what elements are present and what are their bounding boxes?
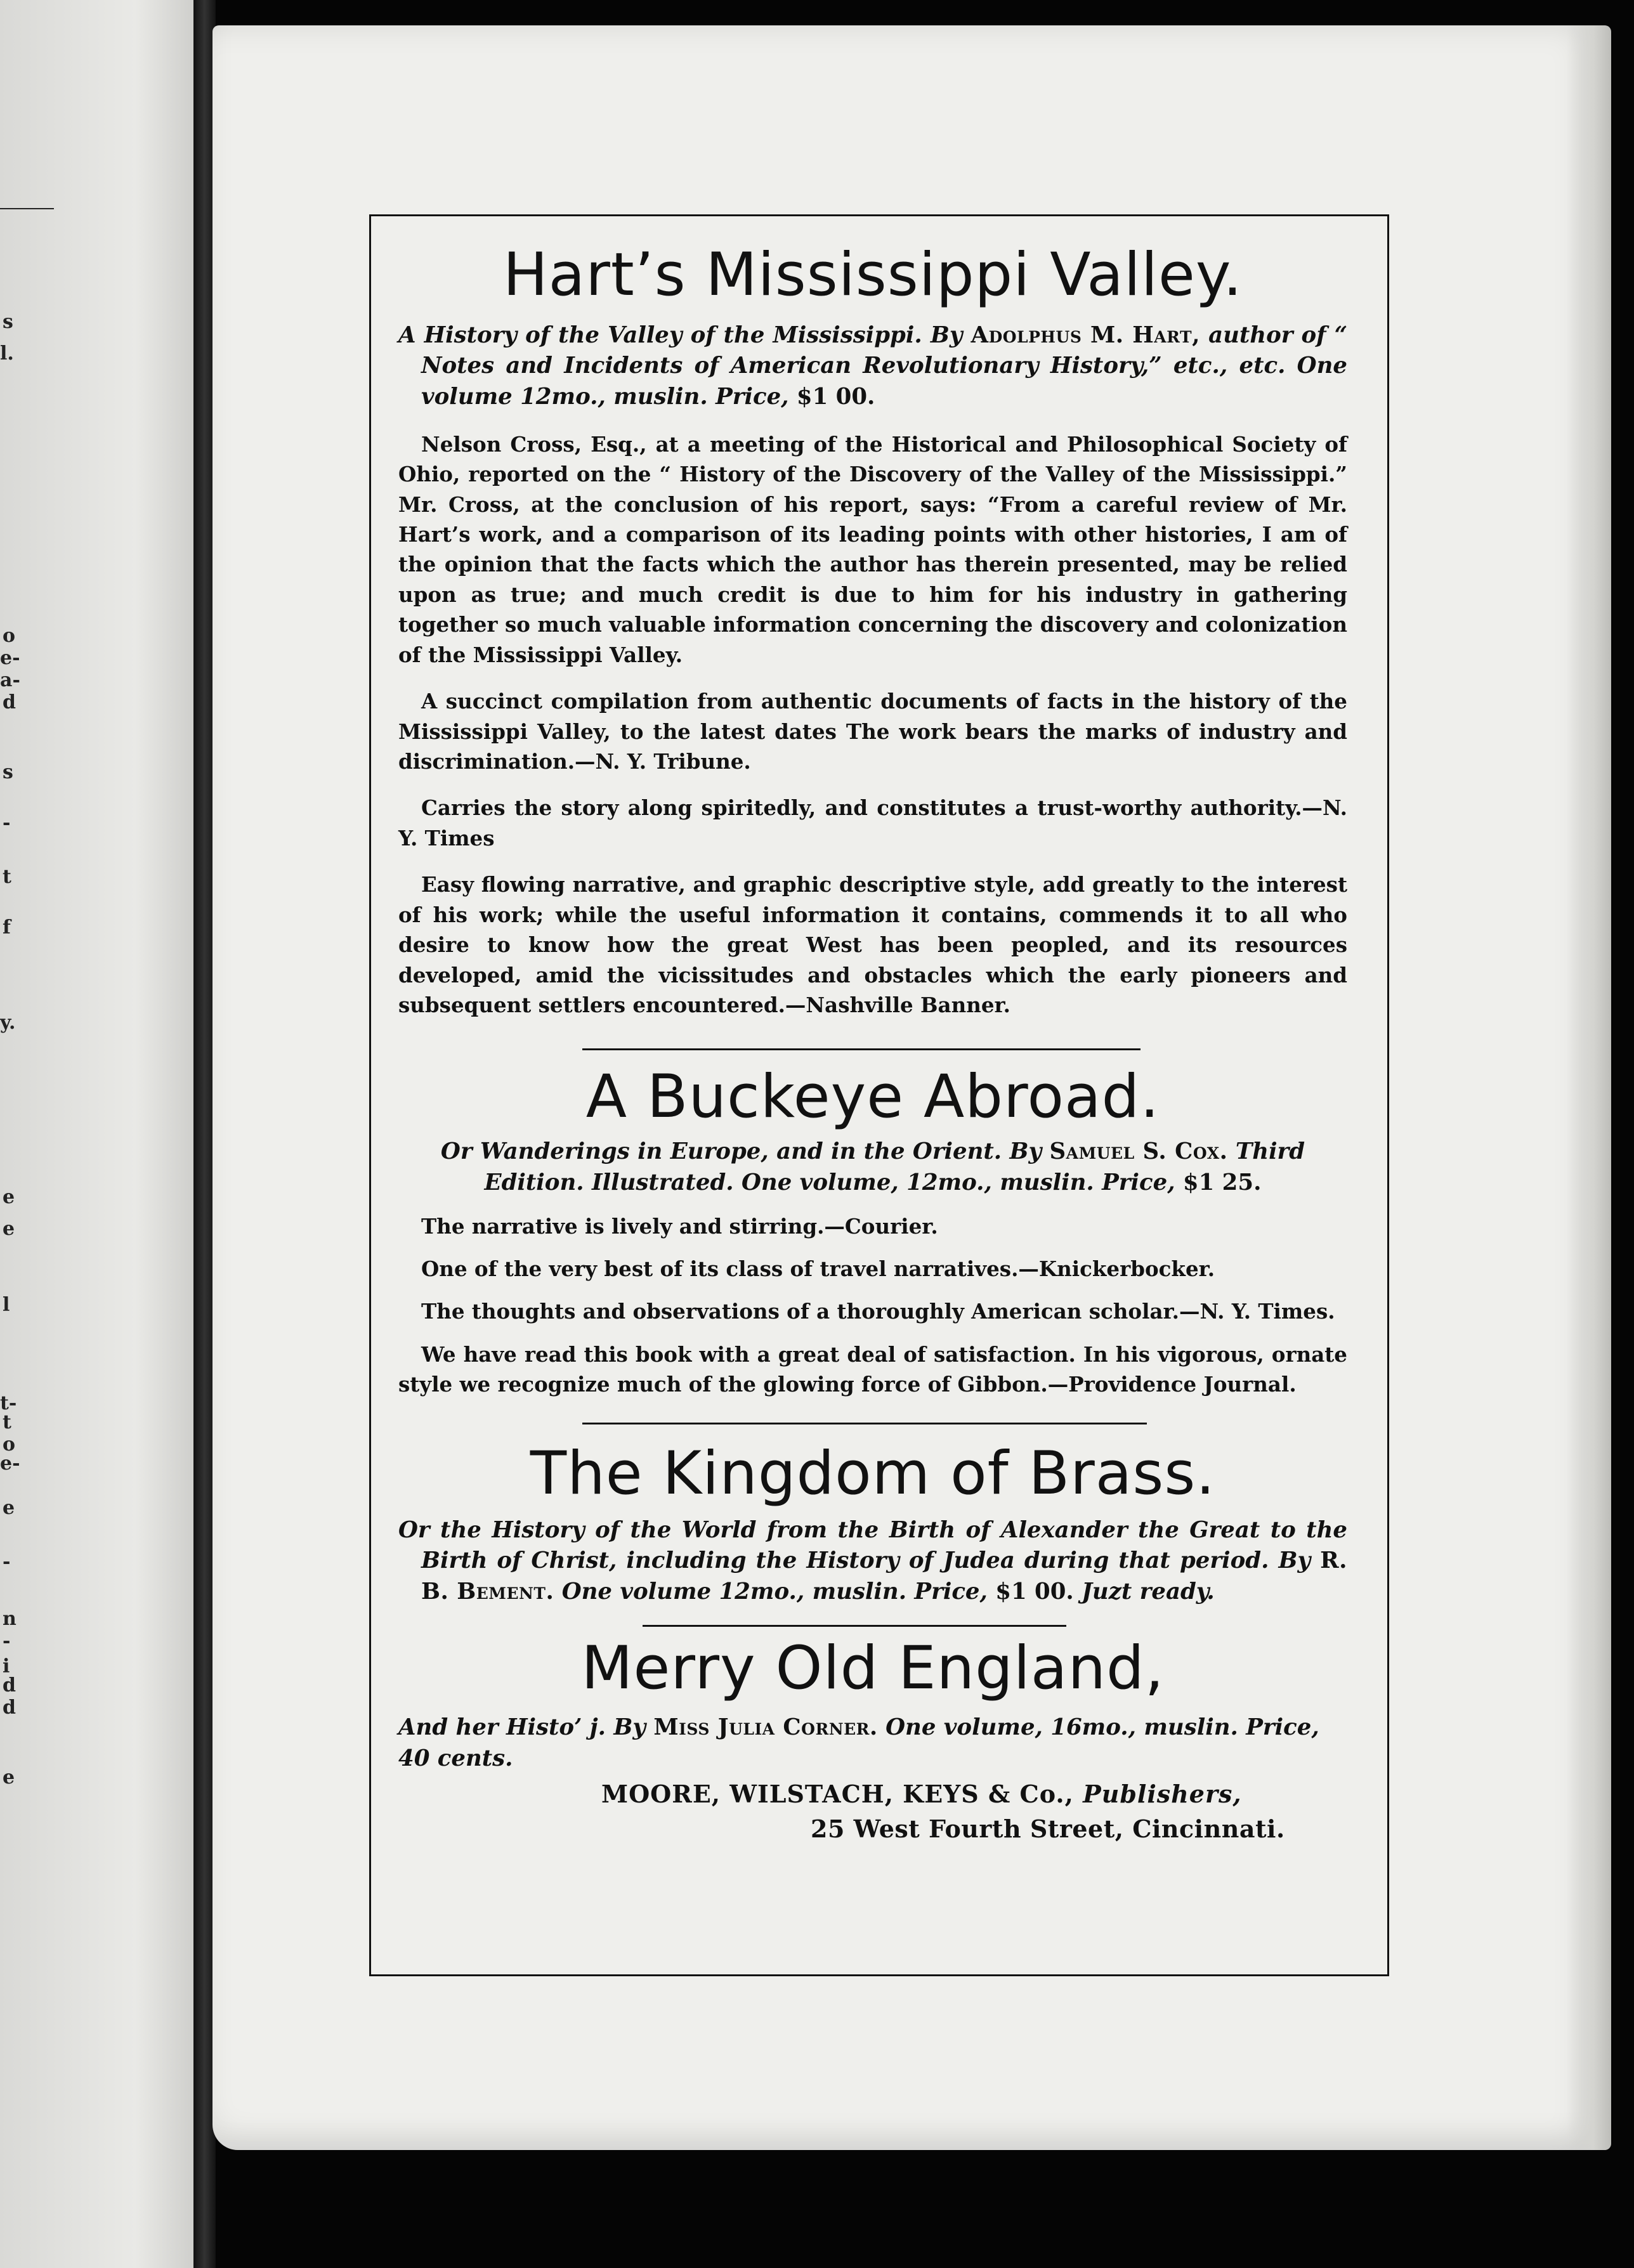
- facing-page-fragment: a-: [0, 669, 20, 691]
- advertisement-content: [398, 235, 1347, 1843]
- facing-page-fragment: y.: [0, 1012, 16, 1034]
- facing-page-fragment: -: [3, 1630, 11, 1652]
- review-quote: The narrative is lively and stirring.—Courier.: [421, 1213, 938, 1239]
- section-divider: [582, 1423, 1147, 1424]
- facing-page-fragment: o: [3, 625, 16, 647]
- ad-title-merry-old-england: Merry Old England,: [581, 1634, 1165, 1704]
- review-paragraph: Nelson Cross, Esq., at a meeting of the Historical and Philosophical Society of Ohio, reported on the “ History of the Discovery of the Valley of the Mississippi.” Mr. Cross, at the conclusion of his report, says: “From a careful review of Mr. Hart’s work, and a comparison of its leading points with other histories, I am of the opinion that the facts which the author has therein presented, may be relied upon as true; and much credit is due to him for his industry in gathering together so much valuable information concerning the discovery and colonization of the Mississippi Valley.: [398, 431, 1347, 667]
- review-paragraph: Carries the story along spiritedly, and constitutes a trust-worthy authority.—N. Y. Times: [398, 795, 1347, 850]
- ad-byline-kingdom: [398, 1515, 1347, 1608]
- facing-page-edge: [0, 0, 193, 2268]
- facing-page-fragment: -: [3, 812, 11, 834]
- section-divider: [643, 1625, 1066, 1627]
- byline-availability: Juzt ready.: [1082, 1578, 1215, 1605]
- byline-author: Miss Julia Corner.: [653, 1714, 878, 1741]
- byline-price: $1 00.: [796, 384, 875, 410]
- review-quote: One of the very best of its class of travel narratives.—Knickerbocker.: [421, 1256, 1215, 1282]
- facing-page-fragment: o: [3, 1433, 16, 1456]
- facing-page-fragment: s: [3, 761, 13, 783]
- facing-page-fragment: e: [3, 1497, 15, 1519]
- byline-price: $1 25.: [1182, 1169, 1262, 1196]
- facing-page-rule: [0, 208, 54, 209]
- facing-page-fragment: e: [3, 1186, 15, 1208]
- byline-book-subtitle: Or Wanderings in Europe, and in the Orient.: [440, 1138, 1002, 1165]
- facing-page-fragment: n: [3, 1608, 16, 1630]
- byline-by: By: [1278, 1548, 1311, 1574]
- byline-details: One volume 12mo., muslin. Price,: [561, 1578, 988, 1605]
- publisher-role: Publishers,: [1083, 1779, 1242, 1808]
- review-quote: The thoughts and observations of a thoroughly American scholar.—N. Y. Times.: [421, 1299, 1335, 1324]
- facing-page-fragment: e: [3, 1218, 15, 1240]
- facing-page-fragment: l.: [0, 342, 14, 365]
- byline-details: Third Edition. Illustrated. One volume, 12mo., muslin. Price,: [484, 1138, 1305, 1196]
- publisher-name: MOORE, WILSTACH, KEYS & Co.,: [601, 1779, 1074, 1808]
- facing-page-fragment: d: [3, 1674, 16, 1697]
- ad-title-buckeye-abroad: A Buckeye Abroad.: [585, 1062, 1160, 1131]
- facing-page-fragment: d: [3, 1697, 16, 1719]
- facing-page-fragment: l: [3, 1294, 10, 1316]
- review-paragraph: Easy flowing narrative, and graphic descriptive style, add greatly to the interest of his work; while the useful information it contains, commends it to all who desire to know how the great West has been peopled, and its resources developed, amid the vicissitudes and obstacles which the early pioneers and subsequent settlers encountered.—Nashville Banner.: [398, 872, 1347, 1018]
- facing-page-fragment: f: [3, 916, 11, 939]
- ad-byline-merry: [398, 1712, 1347, 1774]
- facing-page-fragment: -: [3, 1551, 11, 1573]
- facing-page-fragment: e: [3, 1766, 15, 1789]
- review-paragraph: A succinct compilation from authentic documents of facts in the history of the Mississippi Valley, to the latest dates The work bears the marks of industry and discrimination.—N. Y. Tribune.: [398, 689, 1347, 774]
- byline-by: By: [1009, 1138, 1042, 1165]
- ad-title-kingdom-of-brass: The Kingdom of Brass.: [530, 1438, 1216, 1508]
- byline-book-subtitle: Or the History of the World from the Birth of Alexander the Great to the Birth of Christ, including the History of Judea during that period.: [398, 1516, 1347, 1574]
- byline-author: Samuel S. Cox.: [1049, 1138, 1228, 1165]
- byline-by: By: [613, 1714, 646, 1741]
- section-divider: [582, 1048, 1141, 1050]
- byline-author: R. B. Bement.: [421, 1548, 1348, 1605]
- review-paragraph: We have read this book with a great deal of satisfaction. In his vigorous, ornate style we recognize much of the glowing force of Gibbon.—Providence Journal.: [398, 1341, 1347, 1397]
- ad-title-harts-mississippi-valley: Hart’s Mississippi Valley.: [503, 240, 1243, 310]
- byline-book-subtitle: And her Histo’ j.: [398, 1714, 606, 1741]
- facing-page-fragment: t-: [0, 1392, 17, 1414]
- byline-details: author of “ Notes and Incidents of American Revolutionary History,” etc., etc. One volume 12mo., muslin. Price,: [421, 322, 1348, 410]
- facing-page-fragment: t: [3, 1411, 11, 1433]
- byline-price: $1 00.: [995, 1578, 1074, 1605]
- facing-page-fragment: e-: [0, 1452, 20, 1475]
- facing-page-fragment: i: [3, 1655, 10, 1678]
- byline-by: By: [930, 322, 963, 348]
- publisher-name-line: [398, 1780, 1347, 1808]
- byline-author: Adolphus M. Hart,: [971, 322, 1200, 348]
- byline-details: One volume, 16mo., muslin. Price, 40 cents.: [398, 1714, 1319, 1771]
- ad-byline-buckeye: [398, 1137, 1347, 1198]
- publisher-address: 25 West Fourth Street, Cincinnati.: [811, 1814, 1285, 1843]
- page-edge-shadow: [1567, 25, 1611, 2150]
- byline-book-subtitle: A History of the Valley of the Mississippi.: [398, 322, 922, 348]
- facing-page-fragment: t: [3, 866, 11, 888]
- facing-page-fragment: d: [3, 691, 16, 714]
- ad-byline-harts: [398, 320, 1347, 413]
- facing-page-fragment: e-: [0, 647, 20, 669]
- facing-page-fragment: s: [3, 311, 13, 333]
